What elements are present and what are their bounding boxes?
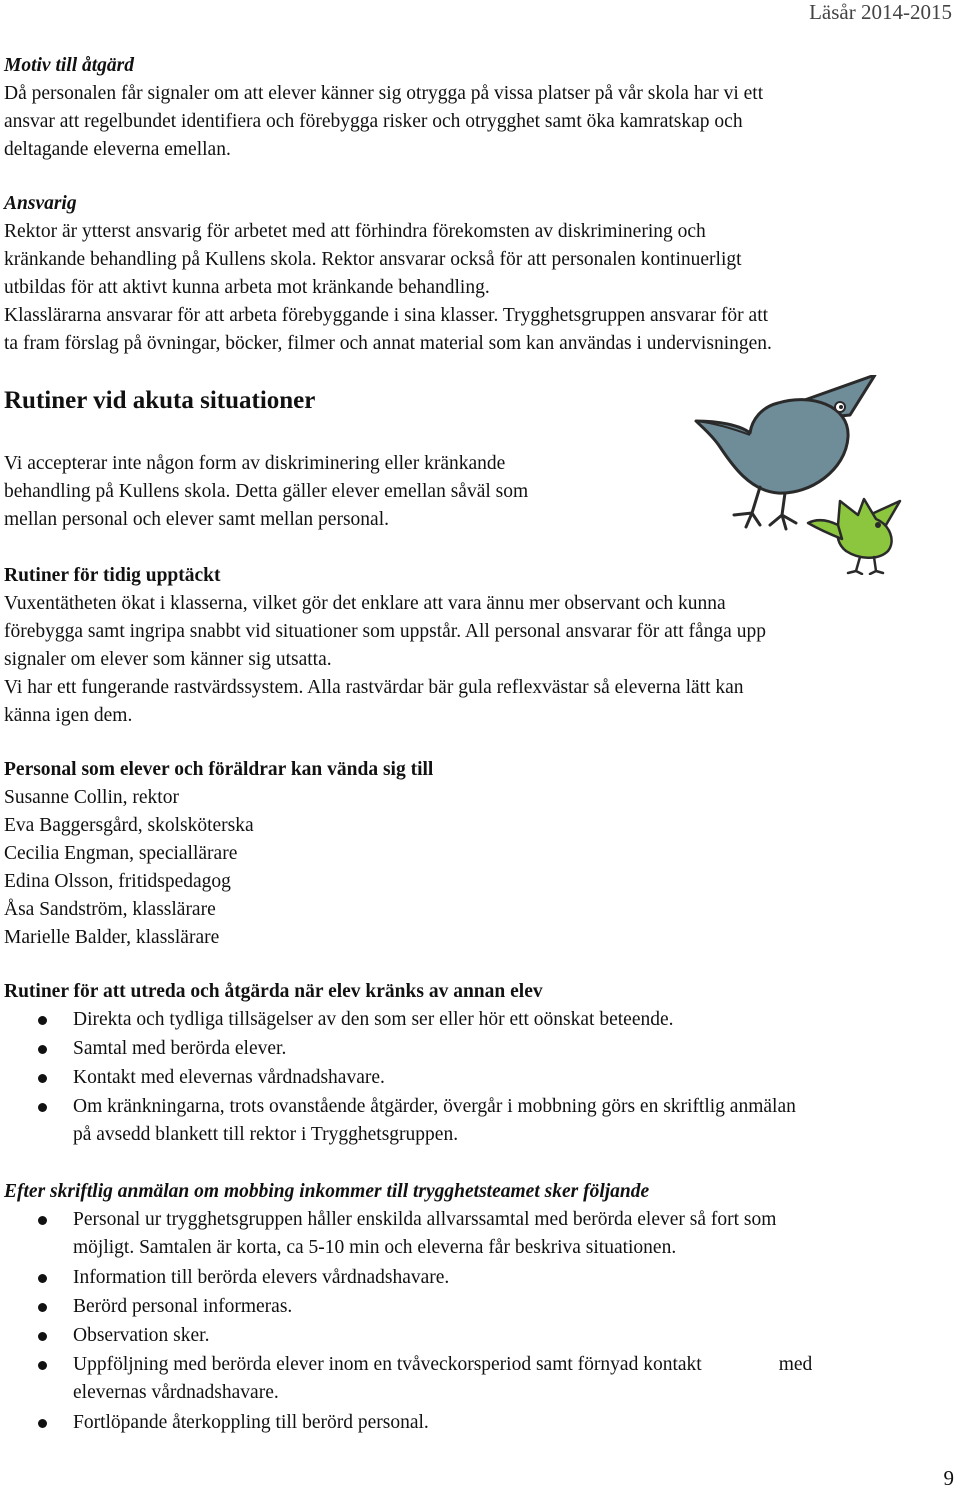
paragraph-line: kränkande behandling på Kullens skola. Rektor ansvarar också för att personalen kontinuerligt: [4, 249, 742, 270]
staff-member: Marielle Balder, klasslärare: [4, 927, 220, 948]
section-ansvarig: [4, 190, 954, 358]
section-tidig: [4, 562, 954, 730]
paragraph-line: signaler om elever som känner sig utsatta.: [4, 649, 332, 670]
paragraph-line: ansvar att regelbundet identifiera och förebygga risker och otrygghet samt öka kamratskap och: [4, 111, 743, 132]
staff-member: Cecilia Engman, speciallärare: [4, 843, 238, 864]
paragraph-line: Vi har ett fungerande rastvärdssystem. Alla rastvärdar bär gula reflexvästar så eleverna lätt kan: [4, 677, 744, 698]
bullet-icon: [38, 1216, 47, 1225]
list-item: Personal ur trygghetsgruppen håller enskilda allvarssamtal med berörda elever så fort som möjligt. Samtalen är korta, ca 5-10 min och eleverna får beskriva situationen.: [0, 1206, 954, 1264]
bullet-icon: [38, 1361, 47, 1370]
list-item: Information till berörda elevers vårdnadshavare.: [0, 1264, 954, 1293]
section-title-akuta: Rutiner vid akuta situationer: [4, 387, 316, 414]
section-title-utreda: Rutiner för att utreda och åtgärda när elev kränks av annan elev: [4, 981, 543, 1002]
list-utreda: [0, 1006, 954, 1149]
paragraph-line: känna igen dem.: [4, 705, 133, 726]
bullet-icon: [38, 1074, 47, 1083]
paragraph-line: Vi accepterar inte någon form av diskriminering eller kränkande: [4, 453, 506, 474]
bullet-icon: [38, 1332, 47, 1341]
staff-member: Åsa Sandström, klasslärare: [4, 899, 216, 920]
list-item: Direkta och tydliga tillsägelser av den som ser eller hör ett oönskat beteende.: [0, 1006, 954, 1035]
section-title-ansvarig: Ansvarig: [4, 193, 77, 214]
paragraph-line: Då personalen får signaler om att elever känner sig otrygga på vissa platser på vår skola har vi ett: [4, 83, 764, 104]
bullet-icon: [38, 1103, 47, 1112]
section-title-personal: Personal som elever och föräldrar kan vända sig till: [4, 759, 434, 780]
section-title-motiv: Motiv till åtgärd: [4, 55, 135, 76]
school-year-header: Läsår 2014-2015: [809, 0, 952, 24]
list-item: Observation sker.: [0, 1322, 954, 1351]
list-efter: [0, 1206, 954, 1437]
paragraph-line: utbildas för att aktivt kunna arbeta mot kränkande behandling.: [4, 277, 490, 298]
paragraph-line: behandling på Kullens skola. Detta gäller elever emellan såväl som: [4, 481, 529, 502]
staff-member: Eva Baggersgård, skolsköterska: [4, 815, 254, 836]
list-item: Om kränkningarna, trots ovanstående åtgärder, övergår i mobbning görs en skriftlig anmälan på avsedd blankett till rektor i Trygghetsgruppen.: [0, 1093, 954, 1149]
paragraph-line: Klasslärarna ansvarar för att arbeta förebyggande i sina klasser. Trygghetsgruppen ansvarar för att: [4, 305, 769, 326]
paragraph-line: ta fram förslag på övningar, böcker, filmer och annat material som kan användas i undervisningen.: [4, 333, 772, 354]
paragraph-line: mellan personal och elever samt mellan personal.: [4, 509, 389, 530]
staff-member: Susanne Collin, rektor: [4, 787, 179, 808]
paragraph-line: Rektor är ytterst ansvarig för arbetet med att förhindra förekomsten av diskriminering och: [4, 221, 706, 242]
page-number: 9: [943, 1466, 954, 1490]
section-title-tidig: Rutiner för tidig upptäckt: [4, 565, 221, 586]
birds-illustration: [690, 375, 940, 575]
bullet-icon: [38, 1045, 47, 1054]
bullet-icon: [38, 1016, 47, 1025]
section-motiv: [4, 52, 954, 164]
list-item: Samtal med berörda elever.: [0, 1035, 954, 1064]
bullet-icon: [38, 1419, 47, 1428]
list-item: Fortlöpande återkoppling till berörd personal.: [0, 1409, 954, 1437]
bullet-icon: [38, 1303, 47, 1312]
paragraph-line: Vuxentätheten ökat i klasserna, vilket gör det enklare att vara ännu mer observant och kunna: [4, 593, 726, 614]
staff-member: Edina Olsson, fritidspedagog: [4, 871, 231, 892]
section-personal: [4, 756, 954, 952]
paragraph-line: deltagande eleverna emellan.: [4, 139, 231, 160]
bullet-icon: [38, 1274, 47, 1283]
list-item: Kontakt med elevernas vårdnadshavare.: [0, 1064, 954, 1093]
section-efter-title-wrap: [4, 1178, 954, 1206]
paragraph-line: förebygga samt ingripa snabbt vid situationer som uppstår. All personal ansvarar för att fånga upp: [4, 621, 766, 642]
section-utreda-title-wrap: [4, 978, 954, 1006]
section-title-efter: Efter skriftlig anmälan om mobbing inkommer till trygghetsteamet sker följande: [4, 1181, 650, 1202]
section-akuta: [4, 450, 528, 534]
list-item: Uppföljning med berörda elever inom en tvåveckorsperiod samt förnyad kontakt med elevernas vårdnadshavare.: [0, 1351, 954, 1409]
list-item: Berörd personal informeras.: [0, 1293, 954, 1322]
